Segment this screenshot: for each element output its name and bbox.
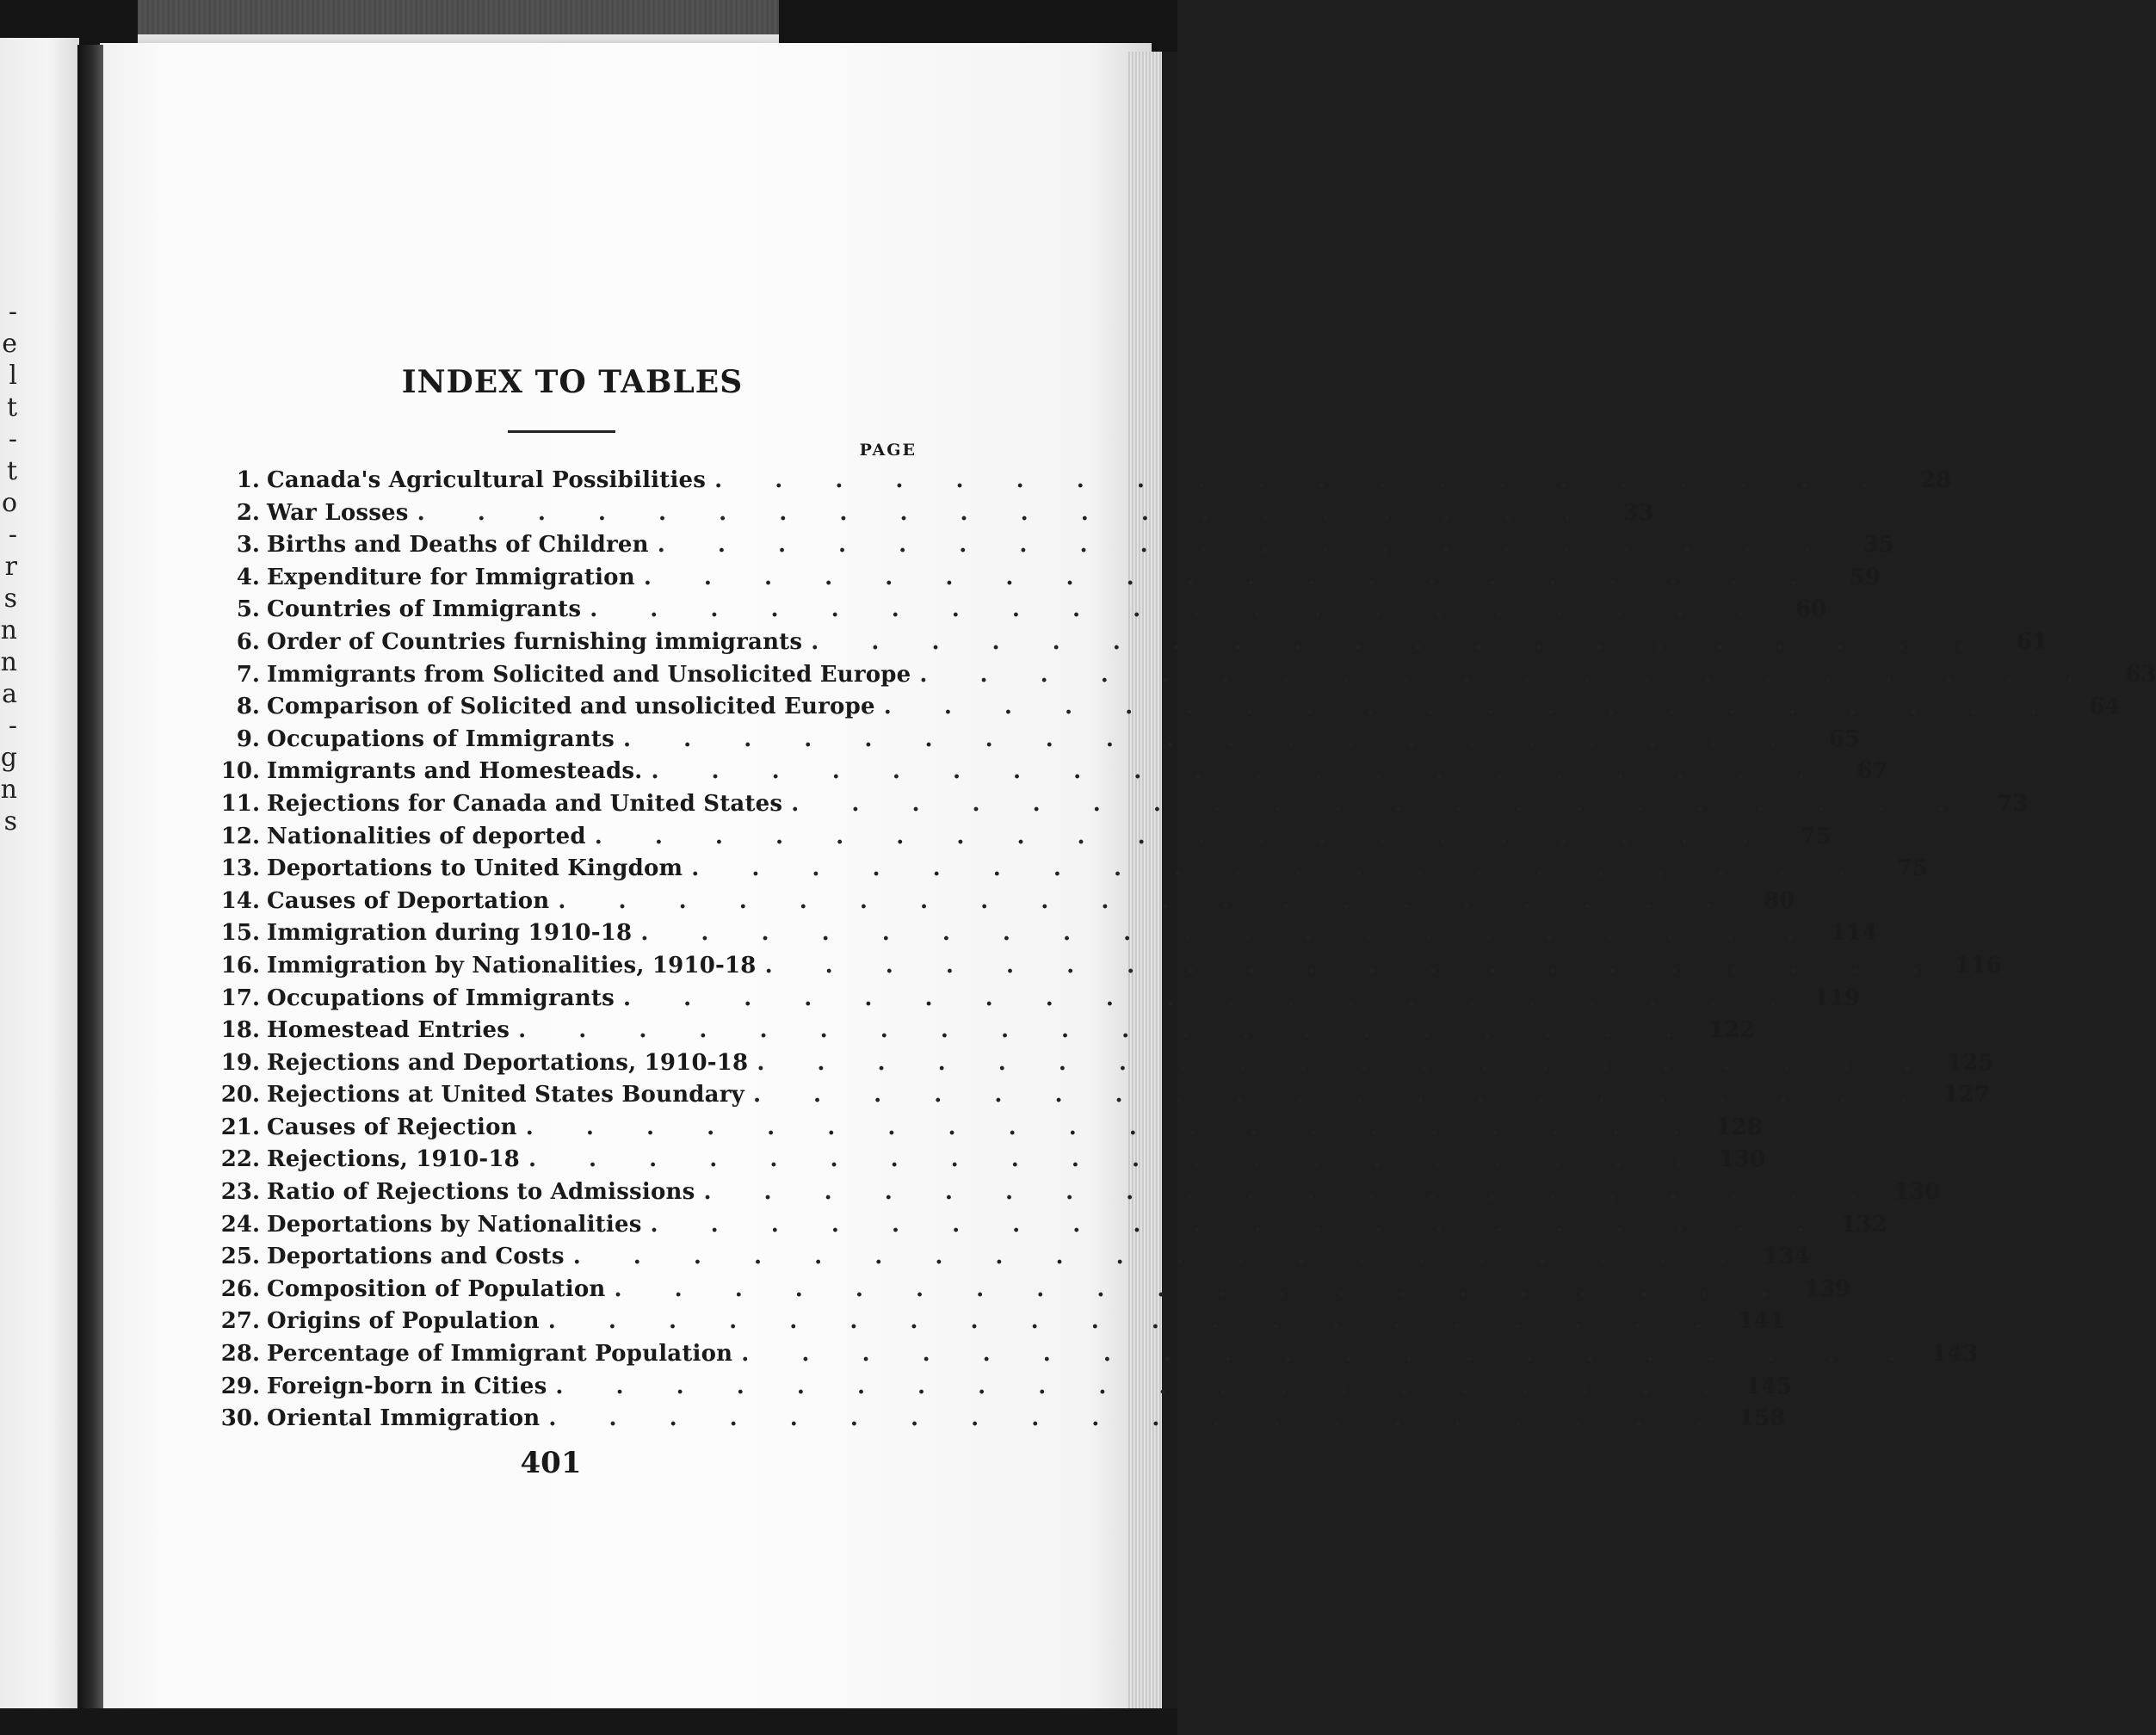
entry-page: 116 xyxy=(1955,952,2002,979)
entry-number: 20. xyxy=(220,1082,260,1108)
list-item xyxy=(207,1403,1786,1436)
entry-number: 6. xyxy=(236,628,260,655)
entry-title: Occupations of Immigrants xyxy=(267,725,615,752)
dot-leader: . . . . . . . . . . . . . . . . . . . . xyxy=(741,1341,1918,1368)
entry-number: 24. xyxy=(220,1211,260,1238)
entry-title: Deportations and Costs xyxy=(267,1244,565,1270)
entry-page: 130 xyxy=(1718,1146,1765,1173)
entry-number: 5. xyxy=(236,596,260,623)
dot-leader: . . . . . . . . . . . . . . . . . . . . xyxy=(643,564,1820,590)
entry-title: Composition of Population xyxy=(267,1275,606,1302)
entry-page: 64 xyxy=(2089,694,2121,720)
list-item xyxy=(207,853,1929,886)
entry-page: 28 xyxy=(1919,467,1952,493)
left-page-letter: l xyxy=(9,361,17,391)
entry-page: 132 xyxy=(1840,1211,1887,1238)
left-page-letter: a xyxy=(2,679,17,709)
entry-title: Rejections and Deportations, 1910-18 xyxy=(267,1049,749,1076)
entry-title: Countries of Immigrants xyxy=(267,596,582,623)
list-item xyxy=(207,627,2048,659)
dot-leader: . . . . . . . . . . . . . . . . . . . . xyxy=(764,952,1942,979)
entry-number: 3. xyxy=(236,532,260,559)
entry-page: 128 xyxy=(1715,1114,1763,1140)
entry-page: 80 xyxy=(1764,887,1795,914)
dot-leader: . . . . . . . . . . . . . . . . . . . . xyxy=(650,1211,1827,1238)
entry-page: 130 xyxy=(1893,1179,1941,1206)
left-page-letter: e xyxy=(2,329,17,359)
entry-title: Expenditure for Immigration xyxy=(267,564,635,590)
entry-page: 59 xyxy=(1849,564,1881,590)
entry-number: 21. xyxy=(220,1114,260,1140)
dot-leader: . . . . . . . . . . . . . . . . . . . . xyxy=(883,694,2060,720)
entry-number: 29. xyxy=(220,1373,260,1399)
entry-title: Deportations by Nationalities xyxy=(267,1211,642,1238)
title-rule xyxy=(508,430,615,433)
dot-leader: . . . . . . . . . . . . . . . . . . . . xyxy=(691,855,1869,882)
entry-title: Immigration by Nationalities, 1910-18 xyxy=(267,952,757,979)
entry-number: 18. xyxy=(220,1017,260,1044)
entry-number: 23. xyxy=(220,1179,260,1206)
list-item xyxy=(207,1079,1990,1112)
left-page-letter: n xyxy=(0,647,17,677)
entry-page: 60 xyxy=(1795,596,1827,623)
dot-leader: . . . . . . . . . . . . . . . . . . . . xyxy=(518,1017,1696,1044)
dot-leader: . . . . . . . . . . . . . . . . . . . . xyxy=(919,661,2097,688)
list-item xyxy=(207,1209,1887,1242)
entry-title: Canada's Agricultural Possibilities xyxy=(267,467,707,493)
list-item xyxy=(207,886,1795,918)
entry-page: 35 xyxy=(1863,532,1894,559)
list-item xyxy=(207,788,2029,821)
entry-number: 22. xyxy=(220,1146,260,1173)
entry-number: 2. xyxy=(236,499,260,526)
list-item xyxy=(207,562,1881,595)
entry-number: 25. xyxy=(220,1244,260,1270)
left-page-letter: o xyxy=(1,488,17,518)
left-page-letter: t xyxy=(6,456,17,486)
page-column-header: PAGE xyxy=(859,441,917,460)
entry-page: 61 xyxy=(2017,628,2048,655)
left-page-letter: r xyxy=(4,552,17,582)
dot-leader: . . . . . . . . . . . . . . . . . . . . xyxy=(528,1146,1705,1173)
entry-number: 8. xyxy=(236,694,260,720)
left-page-letter: - xyxy=(8,520,17,550)
list-item xyxy=(207,497,1654,530)
entry-title: Births and Deaths of Children xyxy=(267,532,649,559)
dot-leader: . . . . . . . . . . . . . . . . . . . . xyxy=(594,823,1771,849)
entry-number: 7. xyxy=(236,661,260,688)
entry-title: Immigrants from Solicited and Unsolicited Europe xyxy=(267,661,911,688)
dot-leader: . . . . . . . . . . . . . . . . . . . . xyxy=(622,985,1801,1011)
list-item xyxy=(207,1306,1785,1338)
dot-leader: . . . . . . . . . . . . . . . . . . . . xyxy=(703,1179,1881,1206)
entry-title: Rejections at United States Boundary xyxy=(267,1082,744,1108)
entry-title: Immigrants and Homesteads. xyxy=(267,758,643,785)
dot-leader: . . . . . . . . . . . . . . . . . . . . xyxy=(558,887,1735,914)
dot-leader: . . . . . . . . . . . . . . . . . . . . xyxy=(590,596,1767,623)
entry-title: Origins of Population xyxy=(267,1308,540,1335)
entry-number: 19. xyxy=(220,1049,260,1076)
entry-number: 14. xyxy=(220,887,260,914)
list-item xyxy=(207,917,1878,950)
list-item xyxy=(207,1015,1756,1047)
list-item xyxy=(207,1176,1941,1209)
left-page-letter: - xyxy=(8,297,17,327)
entry-title: Causes of Deportation xyxy=(267,887,550,914)
left-page-letter: - xyxy=(8,711,17,741)
entry-page: 63 xyxy=(2125,661,2156,688)
entry-page: 125 xyxy=(1947,1049,1994,1076)
list-item xyxy=(207,1112,1763,1145)
dot-leader: . . . . . . . . . . . . . . . . . . . . xyxy=(572,1244,1750,1270)
entry-number: 17. xyxy=(220,985,260,1011)
entry-page: 114 xyxy=(1831,920,1878,947)
entry-page: 134 xyxy=(1763,1244,1810,1270)
entry-page: 73 xyxy=(1997,790,2029,817)
dot-leader: . . . . . . . . . . . . . . . . . . . . xyxy=(548,1405,1726,1432)
left-page-letter: - xyxy=(8,424,17,454)
entry-title: Immigration during 1910-18 xyxy=(267,920,633,947)
list-item xyxy=(207,1047,1994,1080)
entry-number: 28. xyxy=(220,1341,260,1368)
table-index-list xyxy=(207,465,2156,1436)
entry-page: 33 xyxy=(1622,499,1654,526)
left-page-letter: n xyxy=(0,775,17,805)
entry-title: Order of Countries furnishing immigrants xyxy=(267,628,803,655)
list-item xyxy=(207,691,2121,724)
entry-page: 139 xyxy=(1804,1275,1851,1302)
entry-number: 10. xyxy=(220,758,260,785)
list-item xyxy=(207,659,2156,692)
left-page-letter: t xyxy=(6,392,17,423)
list-item xyxy=(207,724,1861,756)
left-page-letter: g xyxy=(0,743,17,773)
entry-title: Percentage of Immigrant Population xyxy=(267,1341,733,1368)
dot-leader: . . . . . . . . . . . . . . . . . . . . xyxy=(714,467,1892,493)
entry-title: Deportations to United Kingdom xyxy=(267,855,683,882)
list-item xyxy=(207,1144,1765,1176)
list-item xyxy=(207,594,1827,627)
dot-leader: . . . . . . . . . . . . . . . . . . . . xyxy=(614,1275,1791,1302)
entry-number: 13. xyxy=(220,855,260,882)
page-number: 401 xyxy=(520,1446,582,1480)
entry-number: 30. xyxy=(220,1405,260,1432)
dot-leader: . . . . . . . . . . . . . . . . . . . . xyxy=(640,920,1818,947)
list-item xyxy=(207,465,1952,497)
entry-page: 127 xyxy=(1943,1082,1990,1108)
dot-leader: . . . . . . . . . . . . . . . . . . . . xyxy=(555,1373,1733,1399)
list-item xyxy=(207,1241,1810,1274)
dot-leader: . . . . . . . . . . . . . . . . . . . . xyxy=(752,1082,1930,1108)
entry-title: Rejections for Canada and United States xyxy=(267,790,783,817)
dot-leader: . . . . . . . . . . . . . . . . . . . . xyxy=(417,499,1594,526)
entry-number: 1. xyxy=(236,467,260,493)
entry-title: Homestead Entries xyxy=(267,1017,510,1044)
entry-page: 75 xyxy=(1897,855,1929,882)
left-page-letter: s xyxy=(3,806,17,837)
entry-page: 122 xyxy=(1708,1017,1756,1044)
entry-title: Rejections, 1910-18 xyxy=(267,1146,520,1173)
entry-title: Foreign-born in Cities xyxy=(267,1373,547,1399)
entry-page: 65 xyxy=(1828,725,1861,752)
dot-leader: . . . . . . . . . . . . . . . . . . . . xyxy=(651,758,1828,785)
list-item xyxy=(207,1274,1851,1306)
entry-title: Oriental Immigration xyxy=(267,1405,541,1432)
entry-number: 15. xyxy=(220,920,260,947)
entry-title: Occupations of Immigrants xyxy=(267,985,615,1011)
dot-leader: . . . . . . . . . . . . . . . . . . . . xyxy=(811,628,1988,655)
entry-title: Causes of Rejection xyxy=(267,1114,517,1140)
left-page-letter: n xyxy=(0,615,17,645)
dot-leader: . . . . . . . . . . . . . . . . . . . . xyxy=(657,532,1834,559)
entry-page: 141 xyxy=(1738,1308,1785,1335)
entry-title: Nationalities of deported xyxy=(267,823,586,849)
dot-leader: . . . . . . . . . . . . . . . . . . . . xyxy=(525,1114,1702,1140)
page-title: INDEX TO TABLES xyxy=(401,364,744,400)
list-item xyxy=(207,1338,1979,1371)
left-page-letter: s xyxy=(3,583,17,614)
dot-leader: . . . . . . . . . . . . . . . . . . . . xyxy=(622,725,1801,752)
entry-title: War Losses xyxy=(267,499,409,526)
list-item xyxy=(207,821,1832,854)
entry-page: 67 xyxy=(1856,758,1888,785)
entry-number: 27. xyxy=(220,1308,260,1335)
entry-page: 75 xyxy=(1800,823,1832,849)
entry-number: 26. xyxy=(220,1275,260,1302)
entry-title: Comparison of Solicited and unsolicited Europe xyxy=(267,694,875,720)
list-item xyxy=(207,950,2002,983)
entry-number: 12. xyxy=(220,823,260,849)
list-item xyxy=(207,983,1861,1016)
list-item xyxy=(207,756,1888,788)
entry-number: 4. xyxy=(236,564,260,590)
entry-page: 145 xyxy=(1745,1373,1793,1399)
list-item xyxy=(207,529,1894,562)
dot-leader: . . . . . . . . . . . . . . . . . . . . xyxy=(547,1308,1725,1335)
list-item xyxy=(207,1371,1793,1404)
entry-number: 16. xyxy=(220,952,260,979)
entry-page: 119 xyxy=(1813,985,1861,1011)
entry-page: 143 xyxy=(1931,1341,1979,1368)
entry-page: 158 xyxy=(1739,1405,1786,1432)
entry-number: 11. xyxy=(220,790,260,817)
dot-leader: . . . . . . . . . . . . . . . . . . . . xyxy=(791,790,1968,817)
entry-number: 9. xyxy=(236,725,260,752)
entry-title: Ratio of Rejections to Admissions xyxy=(267,1179,695,1206)
dot-leader: . . . . . . . . . . . . . . . . . . . . xyxy=(757,1049,1934,1076)
